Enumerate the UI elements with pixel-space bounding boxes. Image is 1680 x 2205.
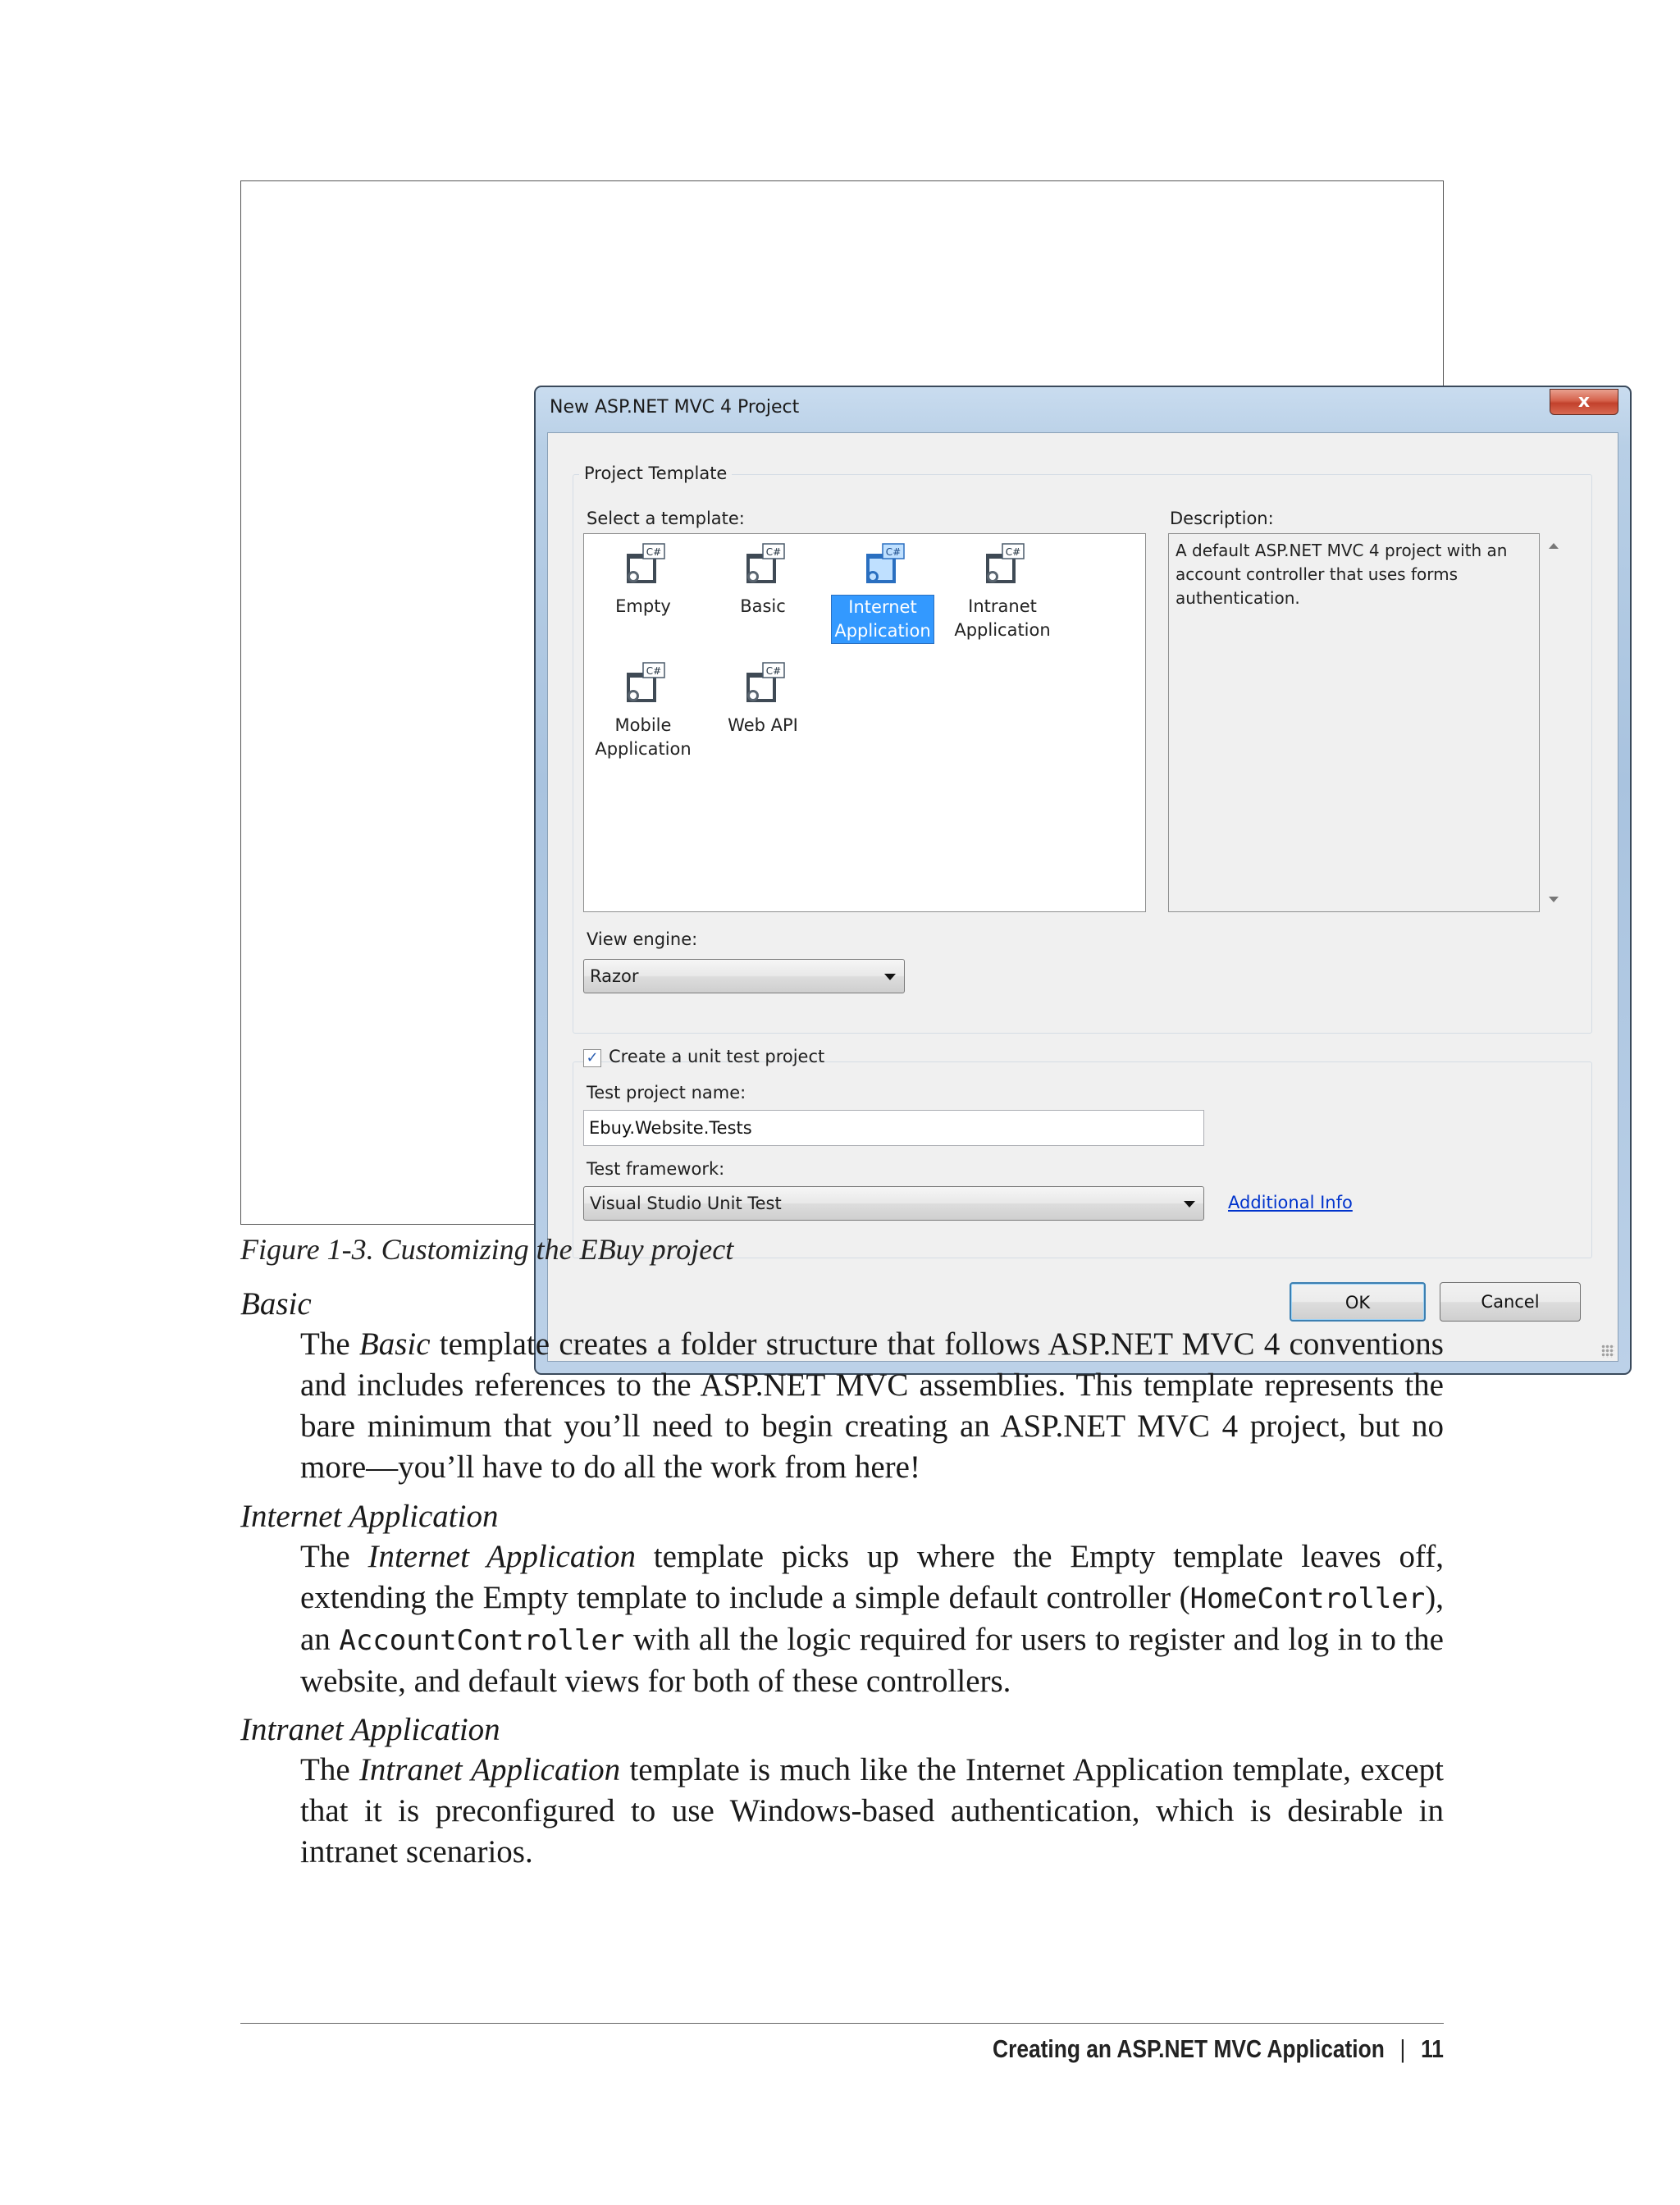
description-box: A default ASP.NET MVC 4 project with an account controller that uses forms authentication. — [1168, 533, 1540, 912]
test-name-label: Test project name: — [587, 1083, 746, 1102]
icon-badge: C# — [885, 546, 902, 558]
icon-badge: C# — [765, 546, 782, 558]
chevron-down-icon — [884, 974, 896, 980]
project-icon — [978, 541, 1027, 590]
icon-badge: C# — [646, 665, 662, 677]
select-template-label: Select a template: — [587, 509, 745, 528]
page-footer — [993, 2034, 1444, 2064]
test-framework-label: Test framework: — [587, 1159, 725, 1179]
template-list[interactable] — [583, 533, 1146, 912]
project-icon — [738, 541, 788, 590]
description-scrollbar[interactable] — [1542, 533, 1565, 912]
term-internet-application: Internet Application — [240, 1499, 499, 1534]
footer-rule — [240, 2023, 1444, 2024]
view-engine-value: Razor — [590, 966, 639, 986]
dialog-title: New ASP.NET MVC 4 Project — [550, 397, 800, 418]
definition-intranet-application: The Intranet Application template is much like the Internet Application template, except that it is preconfigured to use Windows-based authentication, which is desirable in intranet scenarios. — [300, 1752, 1444, 1869]
term-intranet-application: Intranet Application — [240, 1712, 500, 1747]
new-project-dialog — [534, 386, 1632, 1375]
view-engine-label: View engine: — [587, 929, 698, 949]
template-item-internet-application[interactable] — [830, 541, 935, 644]
project-icon — [619, 660, 668, 709]
template-label: Web API — [728, 715, 798, 735]
template-item-intranet-application[interactable] — [950, 541, 1055, 642]
template-item-empty[interactable] — [591, 541, 696, 619]
dialog-client-area — [547, 432, 1618, 1362]
definition-internet-application: The Internet Application template picks up where the Empty template leaves off, extending the Empty template to include a simple default controller (HomeController), an AccountController with all the logic required for users to register and log in to the website, and default views for both of these controllers. — [300, 1539, 1445, 1699]
icon-badge: C# — [765, 665, 782, 677]
scroll-up-icon[interactable] — [1549, 543, 1559, 549]
definition-basic: The Basic template creates a folder structure that follows ASP.NET MVC 4 conventions and includes references to the ASP.NET MVC assemblies. This template represents the bare minimum that you’ll need to begin creating an ASP.NET MVC 4 project, but no more—you’ll have to do all the work from here! — [300, 1326, 1444, 1485]
view-engine-select[interactable] — [583, 959, 905, 993]
template-item-mobile-application[interactable] — [591, 660, 696, 761]
project-icon — [619, 541, 668, 590]
footer-title: Creating an ASP.NET MVC Application — [993, 2034, 1385, 2063]
page-number: 11 — [1421, 2034, 1444, 2063]
icon-badge: C# — [1005, 546, 1021, 558]
template-label: Mobile Application — [595, 715, 692, 759]
icon-badge: C# — [646, 546, 662, 558]
cancel-button[interactable]: Cancel — [1440, 1282, 1581, 1322]
project-icon — [858, 541, 907, 590]
template-label: Intranet Application — [954, 596, 1051, 640]
ok-button[interactable]: OK — [1290, 1282, 1426, 1322]
description-label: Description: — [1170, 509, 1274, 528]
test-framework-select[interactable] — [583, 1186, 1204, 1221]
template-label: Empty — [615, 596, 671, 616]
unit-test-label: Create a unit test project — [609, 1047, 825, 1066]
term-basic: Basic — [240, 1286, 312, 1322]
close-button[interactable] — [1550, 389, 1618, 415]
test-framework-value: Visual Studio Unit Test — [590, 1194, 782, 1213]
unit-test-checkbox[interactable]: ✓ — [583, 1049, 601, 1067]
template-item-web-api[interactable] — [710, 660, 815, 737]
footer-separator: | — [1399, 2034, 1406, 2063]
project-template-legend: Project Template — [579, 463, 732, 483]
template-item-basic[interactable] — [710, 541, 815, 619]
scroll-down-icon[interactable] — [1549, 897, 1559, 902]
close-icon: x — [1577, 391, 1591, 412]
resize-grip-icon[interactable] — [1601, 1344, 1614, 1358]
additional-info-link[interactable]: Additional Info — [1228, 1193, 1353, 1212]
figure-caption: Figure 1-3. Customizing the EBuy project — [240, 1233, 734, 1266]
test-project-name-input[interactable]: Ebuy.Website.Tests — [583, 1110, 1204, 1146]
chevron-down-icon — [1184, 1201, 1195, 1208]
project-icon — [738, 660, 788, 709]
template-label: Internet Application — [831, 595, 934, 644]
template-label: Basic — [740, 596, 786, 616]
